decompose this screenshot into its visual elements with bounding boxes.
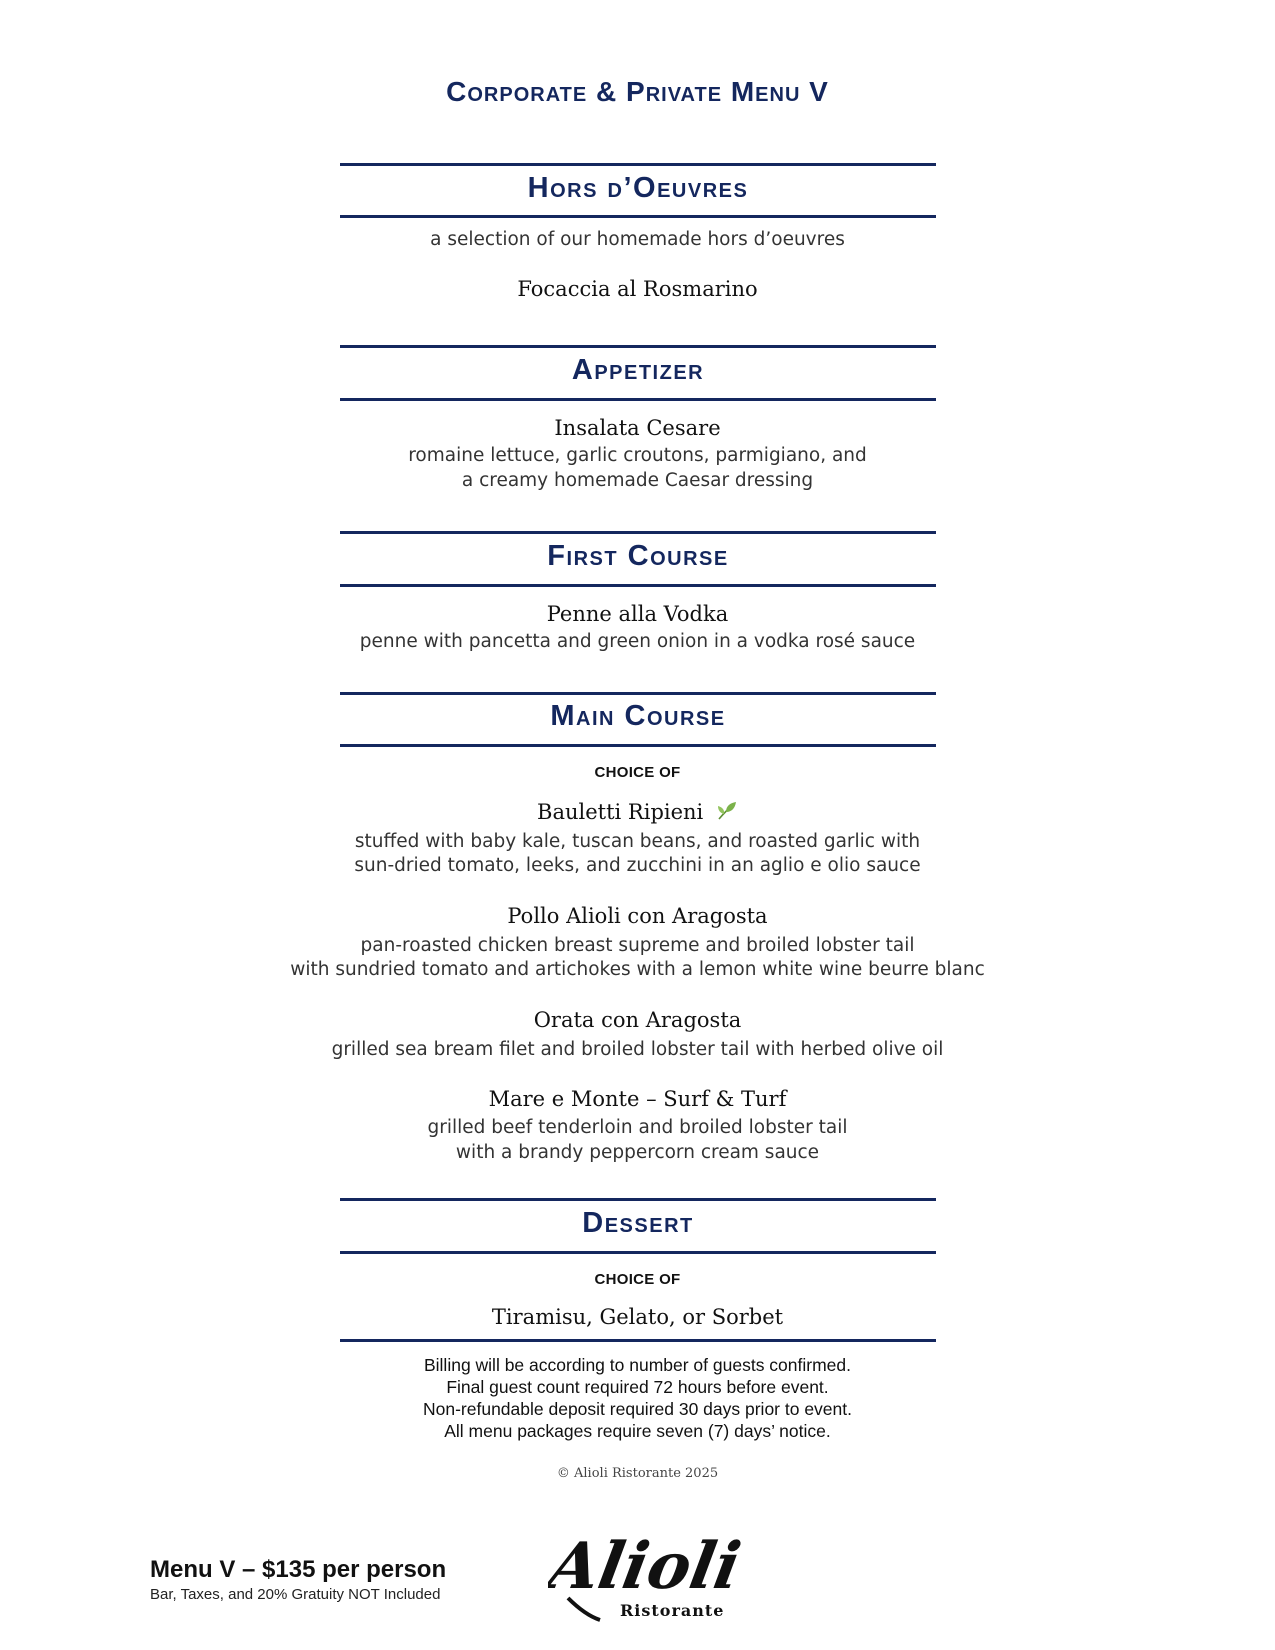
logo-subtitle: Ristorante (620, 1601, 725, 1620)
section-heading-dessert: Dessert (582, 1207, 694, 1239)
dish-name: Bauletti Ripieni (537, 800, 704, 824)
section-heading-hors: Hors d’Oeuvres (527, 172, 749, 204)
section-rule-bottom (340, 1339, 936, 1342)
dish-name-with-icon (0, 800, 1275, 826)
dish-description: grilled sea bream filet and broiled lobster tail with herbed olive oil (331, 1039, 944, 1060)
section-rule-top (340, 531, 936, 534)
terms-line: All menu packages require seven (7) days’ notice. (444, 1421, 831, 1441)
dish-name: Orata con Aragosta (533, 1008, 742, 1032)
restaurant-logo (548, 1520, 748, 1625)
section-rule-bottom (340, 584, 936, 587)
dish-name: Focaccia al Rosmarino (517, 277, 758, 301)
logo-wordmark: Alioli (548, 1528, 747, 1604)
section-heading-first-course: First Course (547, 540, 729, 572)
section-rule-top (340, 1198, 936, 1201)
dish-description: pan-roasted chicken breast supreme and broiled lobster tail (360, 935, 915, 956)
section-heading-appetizer: Appetizer (571, 354, 705, 386)
price-block (150, 1556, 446, 1603)
section-rule-top (340, 345, 936, 348)
dish-name: Penne alla Vodka (546, 602, 729, 626)
hors-description: a selection of our homemade hors d’oeuvres (430, 229, 845, 250)
section-rule-bottom (340, 398, 936, 401)
dish-description: with a brandy peppercorn cream sauce (455, 1142, 820, 1163)
section-heading-main-course: Main Course (550, 700, 726, 732)
choice-label: CHOICE OF (594, 764, 681, 781)
dish-description: stuffed with baby kale, tuscan beans, and roasted garlic with (354, 831, 921, 852)
dish-name: Insalata Cesare (554, 416, 721, 440)
section-rule-bottom (340, 215, 936, 218)
dish-description: romaine lettuce, garlic croutons, parmigiano, and (408, 445, 867, 466)
section-rule-bottom (340, 744, 936, 747)
terms-line: Non-refundable deposit required 30 days prior to event. (422, 1399, 852, 1419)
copyright: © Alioli Ristorante 2025 (556, 1466, 719, 1481)
dish-name: Pollo Alioli con Aragosta (507, 904, 768, 928)
page-title: Corporate & Private Menu V (446, 76, 829, 107)
leaf-icon (716, 801, 738, 826)
dish-description: penne with pancetta and green onion in a vodka rosé sauce (359, 631, 916, 652)
terms-line: Billing will be according to number of guests confirmed. (423, 1355, 851, 1375)
dish-description: sun-dried tomato, leeks, and zucchini in an aglio e olio sauce (354, 855, 921, 876)
section-rule-top (340, 692, 936, 695)
dish-description: a creamy homemade Caesar dressing (461, 470, 814, 491)
section-rule-top (340, 163, 936, 166)
dish-name: Tiramisu, Gelato, or Sorbet (491, 1305, 784, 1329)
dish-description: grilled beef tenderloin and broiled lobster tail (427, 1117, 848, 1138)
terms-block (0, 1354, 1275, 1442)
dish-description: with sundried tomato and artichokes with a lemon white wine beurre blanc (290, 959, 985, 980)
dish-name: Mare e Monte – Surf & Turf (488, 1087, 787, 1111)
menu-price: Menu V – $135 per person (150, 1556, 447, 1583)
section-rule-bottom (340, 1251, 936, 1254)
price-note: Bar, Taxes, and 20% Gratuity NOT Included (150, 1586, 441, 1603)
terms-line: Final guest count required 72 hours before event. (446, 1377, 829, 1397)
choice-label: CHOICE OF (594, 1271, 681, 1288)
